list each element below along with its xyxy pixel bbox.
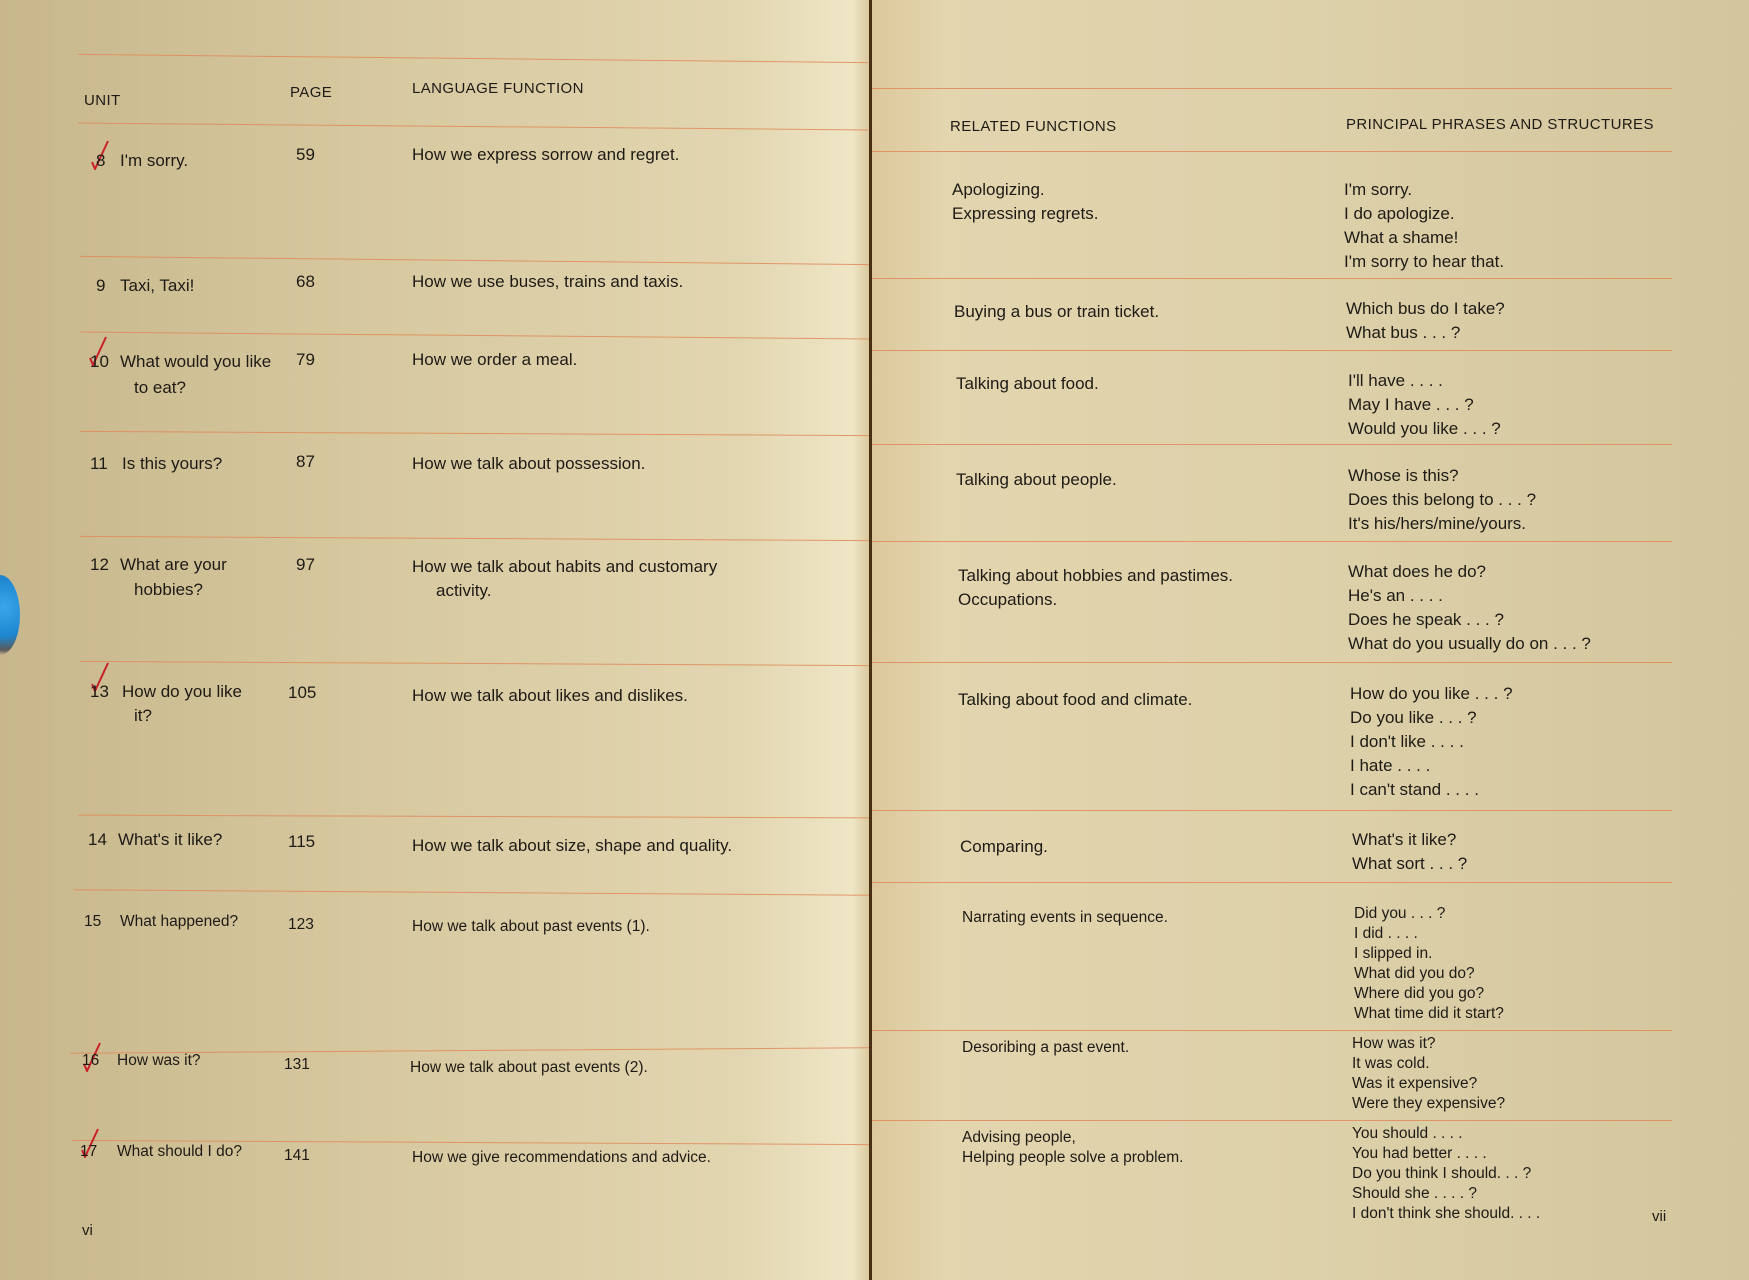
- related-functions: Talking about people.: [956, 470, 1117, 489]
- unit-number: 17: [80, 1143, 98, 1160]
- unit-title: Taxi, Taxi!: [120, 276, 195, 295]
- header-page: PAGE: [290, 84, 333, 101]
- unit-number: 12: [90, 555, 109, 574]
- related-functions: Desoribing a past event.: [962, 1039, 1130, 1056]
- principal-phrases: What's it like? What sort . . . ?: [1352, 830, 1468, 873]
- right-page: [872, 0, 1749, 1280]
- unit-function: How we talk about size, shape and quality.: [412, 836, 733, 855]
- related-functions: Apologizing. Expressing regrets.: [952, 180, 1099, 223]
- unit-title: How do you like: [122, 682, 243, 701]
- principal-phrases: I'm sorry. I do apologize. What a shame! I'm sorry to hear that.: [1344, 180, 1505, 271]
- row-divider: [74, 889, 870, 896]
- related-functions: Talking about food and climate.: [958, 690, 1193, 709]
- unit-function: How we give recommendations and advice.: [412, 1149, 711, 1166]
- row-divider: [80, 431, 870, 436]
- row-divider: [80, 256, 870, 265]
- principal-phrases: Whose is this? Does this belong to . . . ? It's his/hers/mine/yours.: [1348, 466, 1537, 533]
- unit-title: How was it?: [117, 1052, 201, 1069]
- blue-yarn-object: [0, 575, 20, 655]
- unit-number: 16: [82, 1052, 100, 1069]
- unit-function: How we talk about habits and customary: [412, 557, 718, 576]
- row-divider: [872, 662, 1672, 663]
- header-unit: UNIT: [84, 92, 121, 109]
- related-functions: Comparing.: [960, 837, 1048, 856]
- unit-title: What are your: [120, 555, 227, 574]
- unit-number: 9: [96, 276, 106, 295]
- unit-number: 10: [90, 352, 109, 371]
- row-divider: [80, 332, 870, 340]
- row-divider: [78, 815, 870, 819]
- unit-function: How we talk about past events (2).: [410, 1059, 648, 1076]
- unit-function: How we order a meal.: [412, 350, 578, 369]
- row-divider: [872, 278, 1672, 279]
- rule-top: [78, 54, 868, 63]
- row-divider: [872, 1120, 1672, 1121]
- principal-phrases: I'll have . . . . May I have . . . ? Would you like . . . ?: [1348, 371, 1501, 438]
- unit-title-cont: hobbies?: [134, 580, 204, 599]
- row-divider: [872, 1030, 1672, 1031]
- related-functions: Advising people, Helping people solve a problem.: [962, 1129, 1184, 1166]
- unit-function: How we express sorrow and regret.: [412, 145, 680, 164]
- unit-page: 87: [296, 452, 315, 471]
- row-divider: [872, 350, 1672, 351]
- unit-page: 97: [296, 555, 315, 574]
- principal-phrases: How was it? It was cold. Was it expensive? Were they expensive?: [1352, 1035, 1506, 1112]
- header-language-function: LANGUAGE FUNCTION: [412, 80, 584, 97]
- page-number-left: vi: [82, 1222, 93, 1239]
- unit-page: 79: [296, 350, 315, 369]
- row-divider: [80, 661, 870, 666]
- unit-page: 105: [288, 683, 317, 702]
- row-divider: [80, 536, 870, 541]
- unit-title: What should I do?: [117, 1143, 242, 1160]
- unit-number: 15: [84, 913, 102, 930]
- related-functions: Talking about food.: [956, 374, 1099, 393]
- related-functions: Narrating events in sequence.: [962, 909, 1168, 926]
- related-functions: Buying a bus or train ticket.: [954, 302, 1160, 321]
- unit-page: 123: [288, 916, 314, 933]
- rule-header: [78, 123, 868, 131]
- rule-header: [872, 151, 1672, 152]
- left-page: [0, 0, 870, 1280]
- unit-title: I'm sorry.: [120, 151, 189, 170]
- unit-function: How we talk about past events (1).: [412, 918, 650, 935]
- unit-page: 131: [284, 1056, 310, 1073]
- principal-phrases: You should . . . . You had better . . . . Do you think I should. . . ? Should she . . . . ? I don't think she should. . . .: [1352, 1125, 1541, 1222]
- unit-function: How we use buses, trains and taxis.: [412, 272, 684, 291]
- related-functions: Talking about hobbies and pastimes. Occupations.: [958, 566, 1234, 609]
- unit-title-cont: to eat?: [134, 378, 186, 397]
- unit-title: What's it like?: [118, 830, 223, 849]
- unit-number: 8: [96, 151, 106, 170]
- rule-top: [872, 88, 1672, 89]
- row-divider: [872, 444, 1672, 445]
- principal-phrases: What does he do? He's an . . . . Does he speak . . . ? What do you usually do on . . . ?: [1348, 562, 1591, 653]
- unit-title: Is this yours?: [122, 454, 223, 473]
- unit-page: 68: [296, 272, 315, 291]
- principal-phrases: Did you . . . ? I did . . . . I slipped in. What did you do? Where did you go? What time did it start?: [1354, 905, 1504, 1022]
- unit-number: 13: [90, 682, 109, 701]
- principal-phrases: How do you like . . . ? Do you like . . . ? I don't like . . . . I hate . . . . I can't stand . . . .: [1350, 684, 1513, 799]
- unit-function: How we talk about possession.: [412, 454, 646, 473]
- unit-number: 14: [88, 830, 107, 849]
- unit-title: What would you like: [120, 352, 272, 371]
- unit-title: What happened?: [120, 913, 239, 930]
- header-principal-phrases: PRINCIPAL PHRASES AND STRUCTURES: [1346, 116, 1654, 133]
- page-number-right: vii: [1652, 1208, 1667, 1225]
- unit-page: 59: [296, 145, 315, 164]
- row-divider: [872, 882, 1672, 883]
- unit-title-cont: it?: [134, 706, 152, 725]
- unit-page: 141: [284, 1147, 310, 1164]
- row-divider: [872, 810, 1672, 811]
- principal-phrases: Which bus do I take? What bus . . . ?: [1346, 299, 1505, 342]
- unit-function: How we talk about likes and dislikes.: [412, 686, 688, 705]
- unit-number: 11: [90, 454, 108, 473]
- row-divider: [872, 541, 1672, 542]
- unit-function-cont: activity.: [436, 581, 492, 600]
- header-related-functions: RELATED FUNCTIONS: [950, 118, 1117, 135]
- unit-page: 115: [288, 832, 316, 851]
